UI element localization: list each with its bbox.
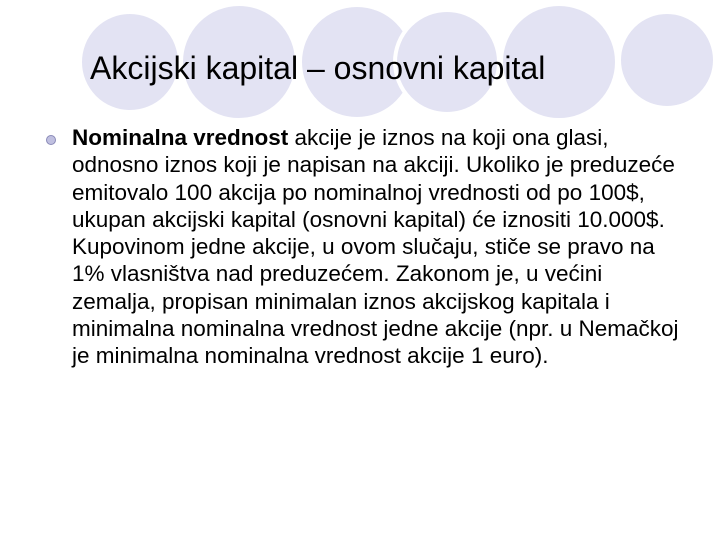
slide-content (40, 124, 680, 370)
bullet-icon (46, 135, 56, 145)
bullet-lead-term: Nominalna vrednost (72, 125, 289, 150)
bullet-body-text: akcije je iznos na koji ona glasi, odnosno iznos koji je napisan na akciji. Ukoliko je preduzeće emitovalo 100 akcija po nominalnoj vrednosti od po 100$, ukupan akcijski kapital (osnovni kapital) će iznositi 10.000$. Kupovinom jedne akcije, u ovom slučaju, stiče se pravo na 1% vlasništva nad preduzećem. Zakonom je, u većini zemalja, propisan minimalan iznos akcijskog kapitala i minimalna nominalna vrednost jedne akcije (npr. u Nemačkoj je minimalna nominalna vrednost akcije 1 euro). (72, 125, 679, 369)
bullet-item (40, 124, 680, 370)
bullet-paragraph (72, 124, 680, 370)
slide-title: Akcijski kapital – osnovni kapital (90, 50, 546, 86)
